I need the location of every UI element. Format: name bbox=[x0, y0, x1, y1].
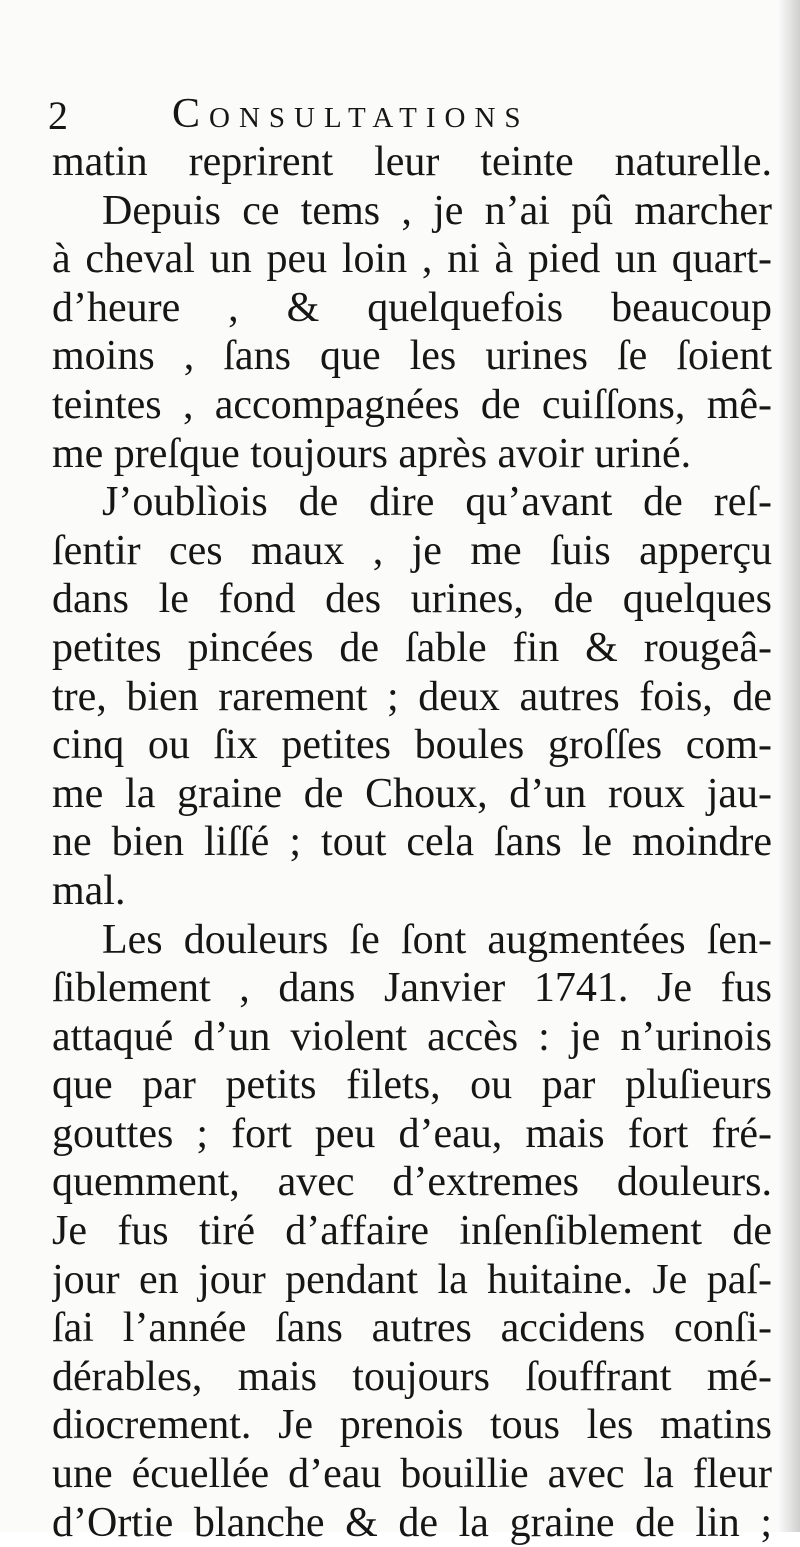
body-text bbox=[52, 138, 772, 1547]
text-line: ſai l’année ſans autres accidens conſi- bbox=[52, 1305, 772, 1352]
text-line: me preſque toujours après avoir uriné. bbox=[52, 430, 692, 477]
page-edge-shadow bbox=[778, 0, 800, 1532]
text-line: ne bien liſſé ; tout cela ſans le moindre bbox=[52, 819, 772, 866]
text-line: Je fus tiré d’affaire inſenſiblement de bbox=[52, 1208, 772, 1255]
text-line: J’oublìois de dire qu’avant de reſ- bbox=[102, 479, 772, 526]
text-line: ſiblement , dans Janvier 1741. Je fus bbox=[52, 965, 772, 1012]
text-line: dans le fond des urines, de quelques bbox=[52, 576, 772, 623]
text-line: cinq ou ſix petites boules groſſes com- bbox=[52, 722, 772, 769]
text-line: jour en jour pendant la huitaine. Je paſ- bbox=[52, 1256, 772, 1303]
text-line: diocrement. Je prenois tous les matins bbox=[52, 1402, 772, 1449]
text-line: d’heure , & quelquefois beaucoup bbox=[52, 284, 772, 331]
text-line: matin reprirent leur teinte naturelle. bbox=[52, 139, 772, 185]
text-line: que par petits filets, ou par pluſieurs bbox=[52, 1062, 772, 1109]
running-title: Consultations bbox=[172, 91, 530, 137]
text-line: d’Ortie blanche & de la graine de lin ; bbox=[52, 1499, 772, 1546]
text-line: quemment, avec d’extremes douleurs. bbox=[52, 1159, 772, 1206]
page-number: 2 bbox=[48, 93, 68, 138]
text-line: à cheval un peu loin , ni à pied un quart- bbox=[52, 236, 772, 283]
text-line: me la graine de Choux, d’un roux jau- bbox=[52, 770, 772, 817]
text-line: une écuellée d’eau bouillie avec la fleur bbox=[52, 1451, 772, 1498]
running-head bbox=[30, 88, 770, 138]
text-line: attaqué d’un violent accès : je n’urinois bbox=[52, 1013, 772, 1060]
text-line: Depuis ce tems , je n’ai pû marcher bbox=[102, 187, 772, 234]
text-line: teintes , accompagnées de cuiſſons, mê- bbox=[52, 381, 772, 428]
text-line: Les douleurs ſe ſont augmentées ſen- bbox=[102, 916, 772, 963]
text-line: mal. bbox=[52, 867, 126, 914]
text-line: petites pincées de ſable fin & rougeâ- bbox=[52, 624, 772, 671]
text-line: dérables, mais toujours ſouffrant mé- bbox=[52, 1353, 772, 1400]
text-line: moins , ſans que les urines ſe ſoient bbox=[52, 333, 772, 380]
text-line: tre, bien rarement ; deux autres fois, de bbox=[52, 673, 772, 720]
text-line: gouttes ; fort peu d’eau, mais fort fré- bbox=[52, 1110, 772, 1157]
text-line: ſentir ces maux , je me ſuis apperçu bbox=[52, 527, 772, 574]
